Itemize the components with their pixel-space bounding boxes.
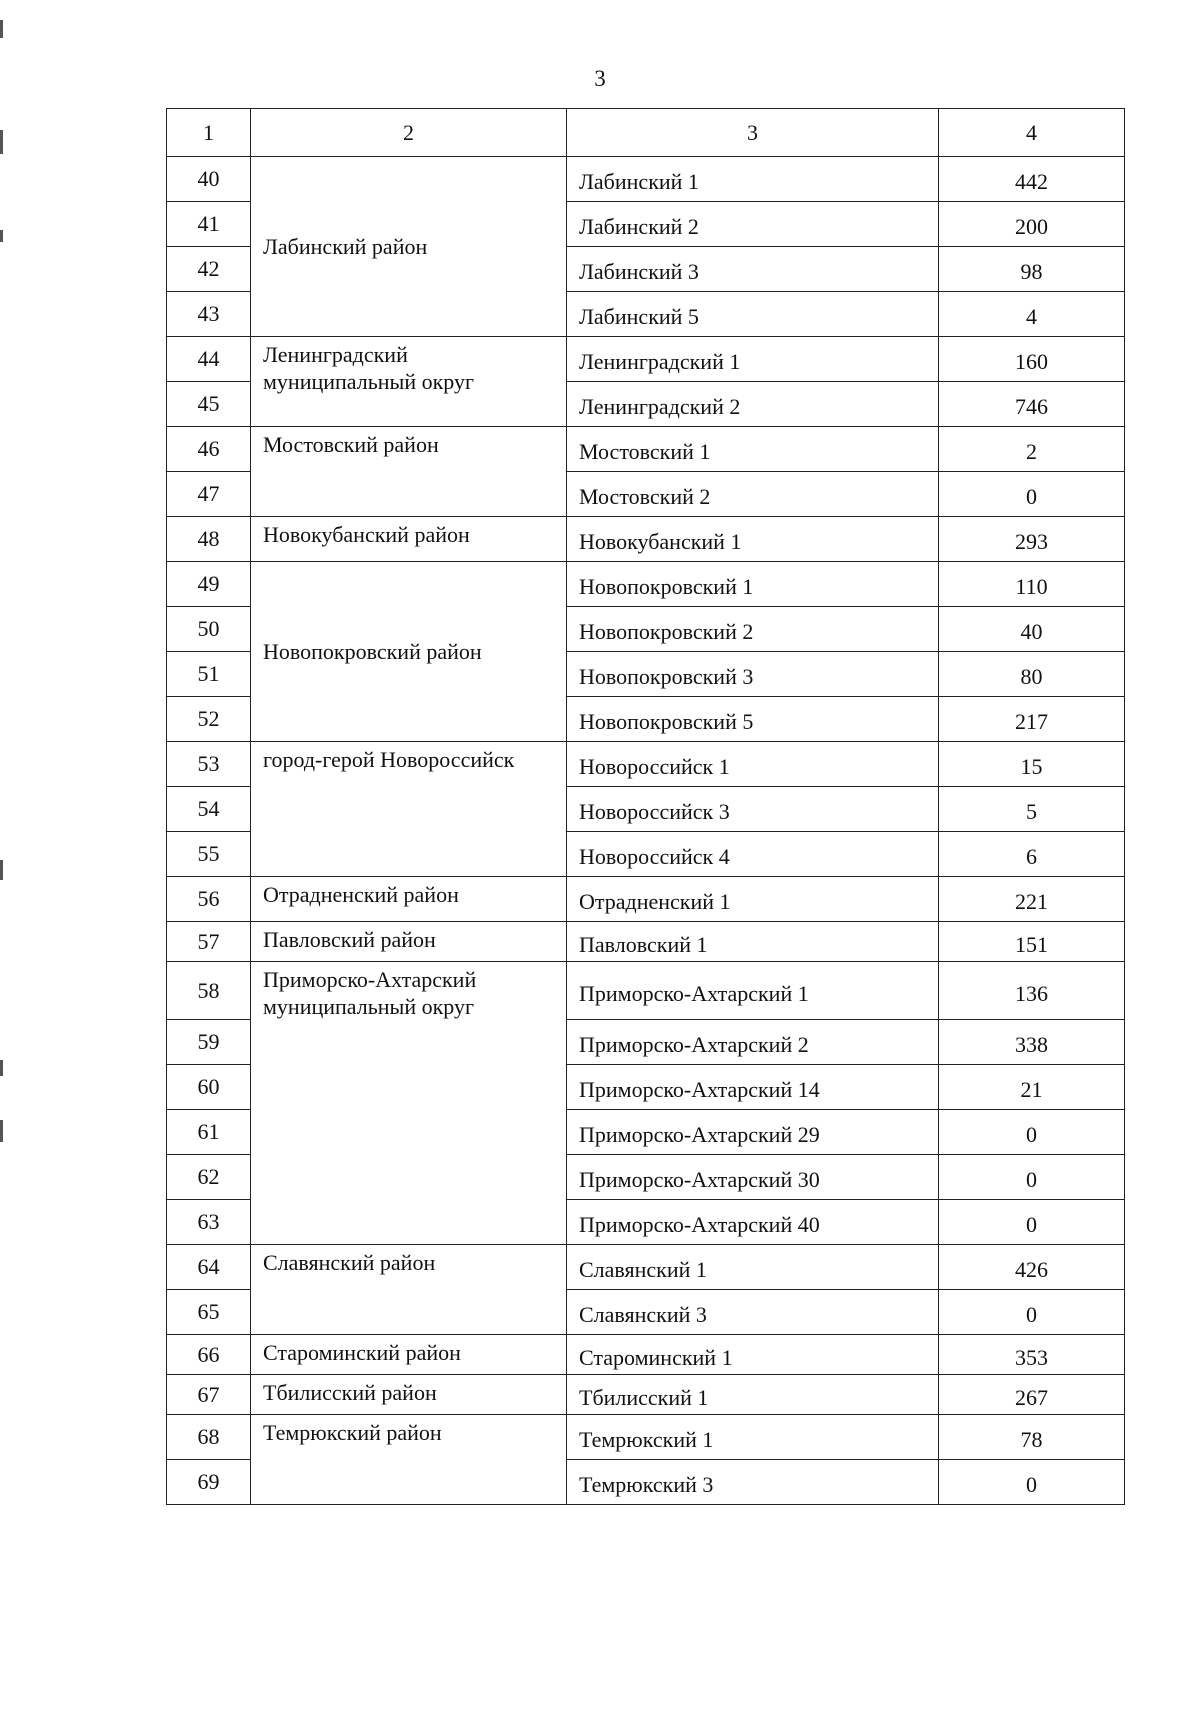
row-number: 44	[167, 337, 251, 382]
row-number: 67	[167, 1375, 251, 1415]
station-value: 746	[939, 382, 1125, 427]
station-value: 0	[939, 1155, 1125, 1200]
station-name: Новороссийск 3	[567, 787, 939, 832]
row-number: 60	[167, 1065, 251, 1110]
station-name: Новопокровский 5	[567, 697, 939, 742]
table-row	[167, 337, 1125, 382]
station-name: Отрадненский 1	[567, 877, 939, 922]
station-value: 136	[939, 962, 1125, 1020]
station-name: Староминский 1	[567, 1335, 939, 1375]
row-number: 62	[167, 1155, 251, 1200]
district-name: Приморско-Ахтарский муниципальный округ	[251, 962, 567, 1245]
station-name: Приморско-Ахтарский 30	[567, 1155, 939, 1200]
station-value: 200	[939, 202, 1125, 247]
row-number: 41	[167, 202, 251, 247]
station-name: Мостовский 1	[567, 427, 939, 472]
district-name: Павловский район	[251, 922, 567, 962]
row-number: 40	[167, 157, 251, 202]
row-number: 61	[167, 1110, 251, 1155]
header-cell: 1	[167, 109, 251, 157]
row-number: 46	[167, 427, 251, 472]
page-number: 3	[594, 66, 606, 91]
station-name: Темрюкский 1	[567, 1415, 939, 1460]
row-number: 51	[167, 652, 251, 697]
row-number: 57	[167, 922, 251, 962]
station-name: Славянский 3	[567, 1290, 939, 1335]
row-number: 48	[167, 517, 251, 562]
table-row	[167, 742, 1125, 787]
station-name: Приморско-Ахтарский 29	[567, 1110, 939, 1155]
station-name: Новопокровский 1	[567, 562, 939, 607]
row-number: 55	[167, 832, 251, 877]
station-value: 15	[939, 742, 1125, 787]
row-number: 50	[167, 607, 251, 652]
row-number: 63	[167, 1200, 251, 1245]
station-value: 98	[939, 247, 1125, 292]
station-value: 0	[939, 472, 1125, 517]
table-row	[167, 922, 1125, 962]
station-name: Ленинградский 1	[567, 337, 939, 382]
station-value: 5	[939, 787, 1125, 832]
station-value: 160	[939, 337, 1125, 382]
table-row	[167, 157, 1125, 202]
scan-edge-mark	[0, 20, 3, 38]
row-number: 64	[167, 1245, 251, 1290]
station-value: 426	[939, 1245, 1125, 1290]
table-row	[167, 562, 1125, 607]
station-name: Тбилисский 1	[567, 1375, 939, 1415]
district-name: Отрадненский район	[251, 877, 567, 922]
scan-edge-mark	[0, 130, 3, 154]
station-value: 80	[939, 652, 1125, 697]
scan-edge-mark	[0, 1120, 3, 1142]
station-name: Лабинский 2	[567, 202, 939, 247]
station-name: Лабинский 5	[567, 292, 939, 337]
station-name: Павловский 1	[567, 922, 939, 962]
station-value: 78	[939, 1415, 1125, 1460]
station-value: 338	[939, 1020, 1125, 1065]
station-name: Лабинский 1	[567, 157, 939, 202]
table-row	[167, 1245, 1125, 1290]
row-number: 47	[167, 472, 251, 517]
district-name: Ленинградский муниципальный округ	[251, 337, 567, 427]
station-name: Лабинский 3	[567, 247, 939, 292]
station-value: 267	[939, 1375, 1125, 1415]
station-value: 353	[939, 1335, 1125, 1375]
station-name: Мостовский 2	[567, 472, 939, 517]
header-cell: 2	[251, 109, 567, 157]
row-number: 68	[167, 1415, 251, 1460]
row-number: 65	[167, 1290, 251, 1335]
district-name: Новопокровский район	[251, 562, 567, 742]
station-name: Приморско-Ахтарский 1	[567, 962, 939, 1020]
row-number: 56	[167, 877, 251, 922]
district-name: Славянский район	[251, 1245, 567, 1335]
station-name: Ленинградский 2	[567, 382, 939, 427]
row-number: 69	[167, 1460, 251, 1505]
station-value: 0	[939, 1110, 1125, 1155]
station-name: Новороссийск 4	[567, 832, 939, 877]
header-cell: 4	[939, 109, 1125, 157]
station-value: 442	[939, 157, 1125, 202]
data-table	[166, 108, 1125, 1505]
table-header-row	[167, 109, 1125, 157]
station-value: 0	[939, 1200, 1125, 1245]
scan-edge-mark	[0, 230, 3, 242]
station-name: Приморско-Ахтарский 2	[567, 1020, 939, 1065]
district-name: Лабинский район	[251, 157, 567, 337]
district-name: город-герой Новороссийск	[251, 742, 567, 877]
station-name: Новокубанский 1	[567, 517, 939, 562]
district-name: Тбилисский район	[251, 1375, 567, 1415]
table-row	[167, 877, 1125, 922]
row-number: 52	[167, 697, 251, 742]
table-row	[167, 517, 1125, 562]
row-number: 45	[167, 382, 251, 427]
row-number: 42	[167, 247, 251, 292]
station-name: Новопокровский 3	[567, 652, 939, 697]
station-name: Новороссийск 1	[567, 742, 939, 787]
table-row	[167, 1415, 1125, 1460]
district-name: Новокубанский район	[251, 517, 567, 562]
table-row	[167, 1375, 1125, 1415]
station-name: Новопокровский 2	[567, 607, 939, 652]
row-number: 59	[167, 1020, 251, 1065]
scan-edge-mark	[0, 860, 3, 880]
station-name: Темрюкский 3	[567, 1460, 939, 1505]
station-value: 2	[939, 427, 1125, 472]
station-value: 110	[939, 562, 1125, 607]
station-value: 0	[939, 1460, 1125, 1505]
station-name: Славянский 1	[567, 1245, 939, 1290]
district-name: Темрюкский район	[251, 1415, 567, 1505]
station-value: 21	[939, 1065, 1125, 1110]
row-number: 53	[167, 742, 251, 787]
station-value: 217	[939, 697, 1125, 742]
row-number: 49	[167, 562, 251, 607]
station-value: 151	[939, 922, 1125, 962]
row-number: 58	[167, 962, 251, 1020]
station-value: 0	[939, 1290, 1125, 1335]
header-cell: 3	[567, 109, 939, 157]
district-name: Староминский район	[251, 1335, 567, 1375]
table-body	[167, 109, 1125, 1505]
table-row	[167, 427, 1125, 472]
table-row	[167, 1335, 1125, 1375]
station-value: 221	[939, 877, 1125, 922]
district-name: Мостовский район	[251, 427, 567, 517]
station-value: 4	[939, 292, 1125, 337]
station-name: Приморско-Ахтарский 14	[567, 1065, 939, 1110]
scan-edge-mark	[0, 1060, 3, 1076]
table-row	[167, 962, 1125, 1020]
station-value: 40	[939, 607, 1125, 652]
row-number: 66	[167, 1335, 251, 1375]
station-name: Приморско-Ахтарский 40	[567, 1200, 939, 1245]
station-value: 6	[939, 832, 1125, 877]
row-number: 54	[167, 787, 251, 832]
row-number: 43	[167, 292, 251, 337]
station-value: 293	[939, 517, 1125, 562]
